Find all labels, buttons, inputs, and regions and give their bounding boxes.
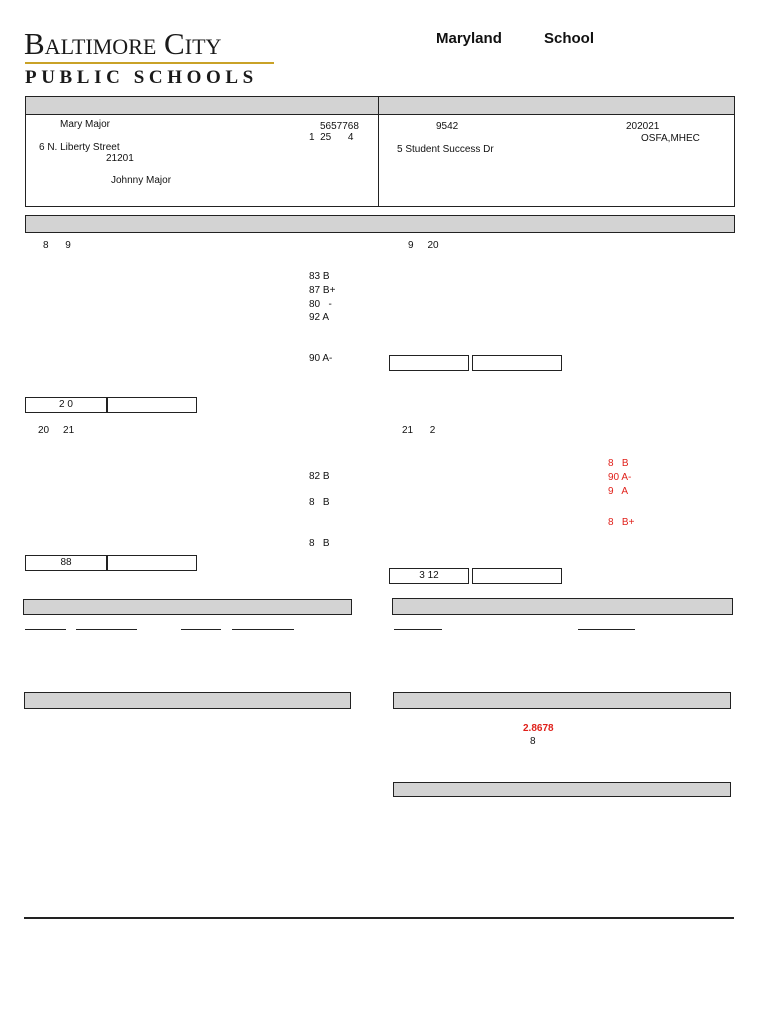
grade-y4-3: 9 A xyxy=(608,486,629,497)
gpa-y2-cell xyxy=(472,355,562,371)
grade-y3-1: 82 B xyxy=(309,471,330,482)
student-zip: 21201 xyxy=(106,153,134,164)
logo-line-2: PUBLIC SCHOOLS xyxy=(25,67,258,88)
section-bar-left-2 xyxy=(24,692,351,709)
grade-y4-2: 90 A- xyxy=(608,472,632,483)
header-school: School xyxy=(544,30,595,47)
year-label-1: 8 9 xyxy=(43,240,71,251)
section-bar-left-1 xyxy=(23,599,352,615)
student-name: Mary Major xyxy=(60,119,111,130)
year-label-3: 20 21 xyxy=(38,425,75,436)
release-to: OSFA,MHEC xyxy=(641,133,700,144)
grade-y1-3: 80 - xyxy=(309,299,332,310)
underline-3 xyxy=(181,629,221,630)
grade-y1-1: 83 B xyxy=(309,271,330,282)
info-box-divider xyxy=(378,114,379,207)
underline-5 xyxy=(394,629,442,630)
underline-4 xyxy=(232,629,294,630)
year-label-4: 21 2 xyxy=(402,425,436,436)
footer-rule xyxy=(24,917,734,919)
grade-y3-3: 8 B xyxy=(309,538,330,549)
guardian-name: Johnny Major xyxy=(111,175,172,186)
credits-y1-cell: 2 0 xyxy=(25,397,107,413)
grade-y4-1: 8 B xyxy=(608,458,629,469)
record-header-bar xyxy=(25,215,735,233)
student-dob: 1 25 4 xyxy=(309,132,354,143)
school-year: 202021 xyxy=(626,121,660,132)
section-bar-right-3 xyxy=(393,782,731,797)
underline-6 xyxy=(578,629,635,630)
logo-rule xyxy=(25,62,274,64)
school-address: 5 Student Success Dr xyxy=(397,144,494,155)
year-label-2: 9 20 xyxy=(408,240,439,251)
header-state: Maryland xyxy=(436,30,502,47)
info-header-divider xyxy=(378,96,379,115)
cumulative-gpa: 2.8678 xyxy=(523,723,554,734)
gpa-y1-cell xyxy=(107,397,197,413)
logo-line-1: Baltimore City xyxy=(24,26,222,61)
underline-1 xyxy=(25,629,66,630)
grade-y1-5: 90 A- xyxy=(309,353,333,364)
grade-y1-4: 92 A xyxy=(309,312,330,323)
grade-y3-2: 8 B xyxy=(309,497,330,508)
school-code: 9542 xyxy=(436,121,459,132)
student-id: 5657768 xyxy=(320,121,359,132)
student-street: 6 N. Liberty Street xyxy=(39,142,120,153)
gpa-y4-cell xyxy=(472,568,562,584)
underline-2 xyxy=(76,629,137,630)
section-bar-right-1 xyxy=(392,598,733,615)
credits-y3-cell: 88 xyxy=(25,555,107,571)
gpa-y3-cell xyxy=(107,555,197,571)
grade-y4-4: 8 B+ xyxy=(608,517,635,528)
class-rank: 8 xyxy=(530,736,536,747)
credits-y4-cell: 3 12 xyxy=(389,568,469,584)
info-header-bar xyxy=(25,96,735,115)
credits-y2-cell xyxy=(389,355,469,371)
grade-y1-2: 87 B+ xyxy=(309,285,336,296)
section-bar-right-2 xyxy=(393,692,731,709)
